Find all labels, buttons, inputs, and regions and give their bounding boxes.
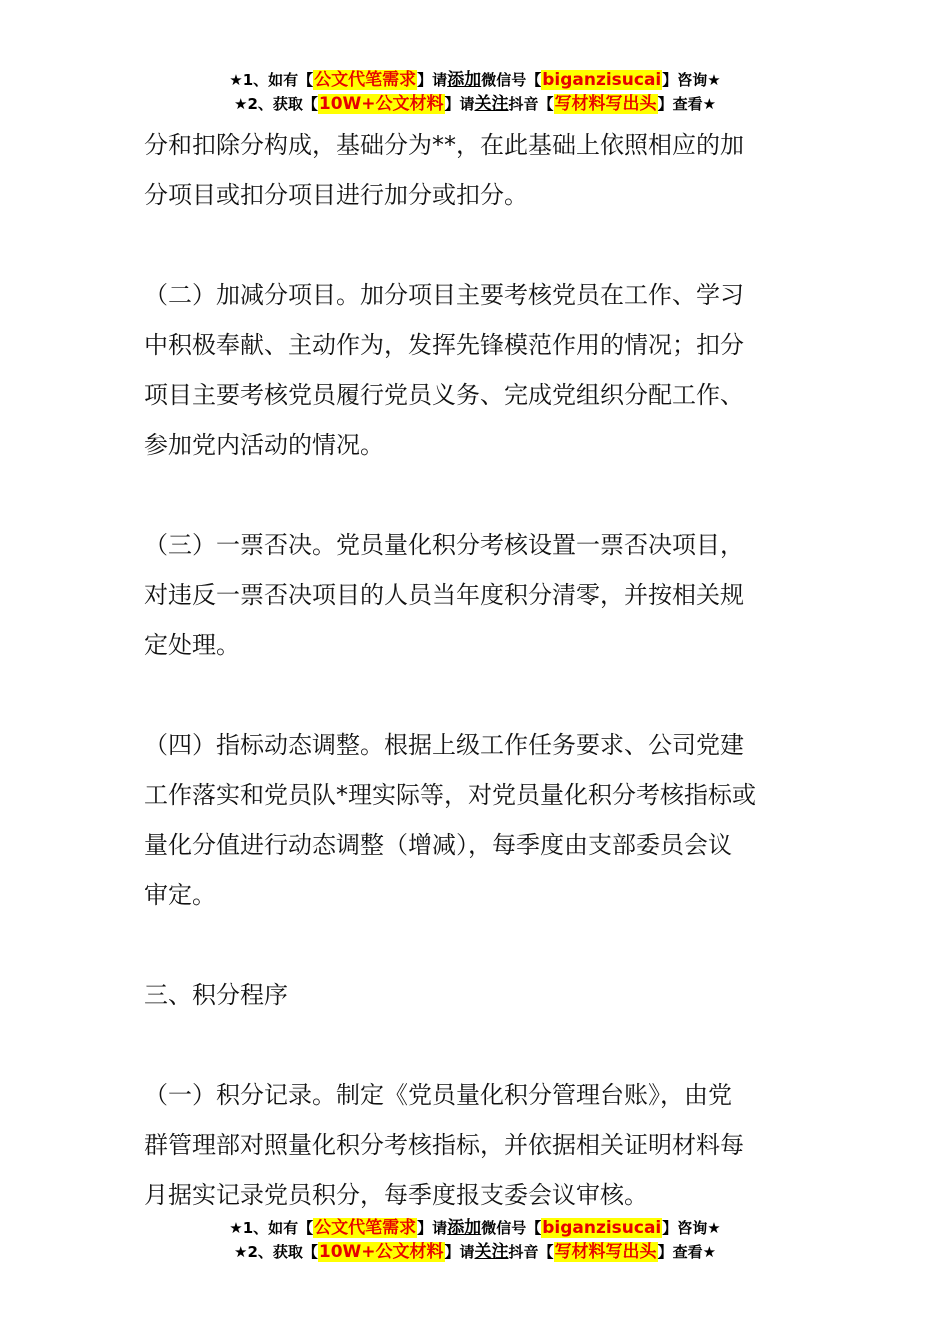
star-icon: ★	[229, 1219, 243, 1237]
text-line: 定处理。	[144, 631, 240, 659]
wechat-id: biganzisucai	[542, 70, 662, 90]
text-line: 量化分值进行动态调整（增减），每季度由支部委员会议	[144, 831, 732, 859]
text-line: 月据实记录党员积分，每季度报支委会议审核。	[144, 1181, 648, 1209]
text-line: 对违反一票否决项目的人员当年度积分清零，并按相关规	[144, 581, 744, 609]
highlight-text: 公文代笔需求	[314, 1218, 417, 1238]
banner-text: 1、如有【	[242, 71, 314, 89]
banner-text: 】查看★	[657, 95, 717, 113]
banner-text: 】查看★	[657, 1243, 717, 1261]
highlight-text: 10W+公文材料	[318, 94, 444, 114]
banner-text: 微信号【	[481, 1219, 542, 1237]
highlight-text: 公文代笔需求	[314, 70, 417, 90]
heading-text: 三、积分程序	[144, 981, 288, 1009]
banner-line-2	[0, 92, 950, 116]
footer-banner	[0, 1216, 950, 1264]
banner-line-1	[0, 68, 950, 92]
banner-text: 】请	[417, 71, 448, 89]
text-line: 工作落实和党员队*理实际等，对党员量化积分考核指标或	[144, 781, 756, 809]
banner-text: 抖音【	[508, 95, 554, 113]
banner-text: 】请	[444, 95, 475, 113]
banner-text: 】请	[417, 1219, 448, 1237]
star-icon: ★	[233, 1243, 248, 1261]
text-line: 中积极奉献、主动作为，发挥先锋模范作用的情况；扣分	[144, 331, 744, 359]
text-line: （一）积分记录。制定《党员量化积分管理台账》，由党	[144, 1081, 732, 1109]
document-body	[144, 120, 814, 1220]
paragraph-plus-minus-items	[144, 270, 814, 470]
text-line: 群管理部对照量化积分考核指标，并依据相关证明材料每	[144, 1131, 744, 1159]
header-banner	[0, 68, 950, 116]
text-line: 分和扣除分构成，基础分为**，在此基础上依照相应的加	[144, 131, 744, 159]
section-heading	[144, 970, 814, 1020]
underlined-text: 添加	[447, 70, 482, 90]
underlined-text: 关注	[474, 94, 509, 114]
banner-line-2	[0, 1240, 950, 1264]
text-line: （四）指标动态调整。根据上级工作任务要求、公司党建	[144, 731, 744, 759]
banner-text: 】咨询★	[662, 1219, 721, 1237]
highlight-text: 10W+公文材料	[318, 1242, 444, 1262]
text-line: （二）加减分项目。加分项目主要考核党员在工作、学习	[144, 281, 744, 309]
banner-text: 】咨询★	[662, 71, 721, 89]
banner-line-1	[0, 1216, 950, 1240]
wechat-id: biganzisucai	[542, 1218, 662, 1238]
banner-text: 2、获取【	[247, 95, 318, 113]
paragraph-one-vote-veto	[144, 520, 814, 670]
douyin-account: 写材料写出头	[554, 94, 657, 114]
banner-text: 1、如有【	[242, 1219, 314, 1237]
star-icon: ★	[229, 71, 243, 89]
paragraph-score-record	[144, 1070, 814, 1220]
douyin-account: 写材料写出头	[554, 1242, 657, 1262]
paragraph-dynamic-adjustment	[144, 720, 814, 920]
banner-text: 抖音【	[508, 1243, 554, 1261]
banner-text: 2、获取【	[247, 1243, 318, 1261]
underlined-text: 添加	[447, 1218, 482, 1238]
banner-text: 微信号【	[481, 71, 542, 89]
text-line: 审定。	[144, 881, 216, 909]
underlined-text: 关注	[474, 1242, 509, 1262]
star-icon: ★	[233, 95, 248, 113]
paragraph-scoring-base	[144, 120, 814, 220]
text-line: 项目主要考核党员履行党员义务、完成党组织分配工作、	[144, 381, 744, 409]
banner-text: 】请	[444, 1243, 475, 1261]
text-line: 分项目或扣分项目进行加分或扣分。	[144, 181, 528, 209]
text-line: （三）一票否决。党员量化积分考核设置一票否决项目，	[144, 531, 744, 559]
text-line: 参加党内活动的情况。	[144, 431, 384, 459]
